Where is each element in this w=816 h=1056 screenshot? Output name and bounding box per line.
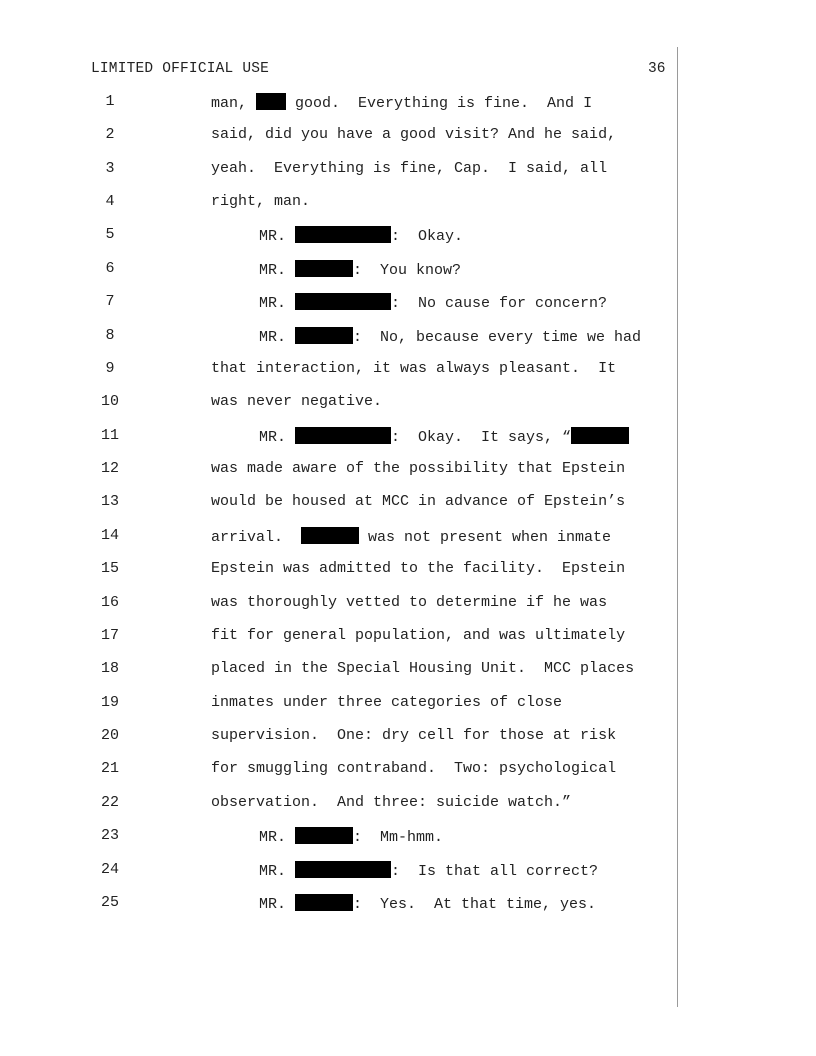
text-segment: right, man. [211,193,311,211]
line-text [211,660,634,677]
text-segment: man, [211,95,257,112]
transcript-line [0,560,816,593]
redaction-block [295,260,353,277]
line-text [211,560,625,577]
transcript-line [0,660,816,693]
transcript-line [0,360,816,393]
line-text [259,427,629,446]
text-segment: fit for general population, and was ultimately [211,626,626,644]
redaction-block [295,861,391,878]
transcript-line [0,393,816,426]
transcript-line [0,126,816,159]
redaction-block [256,93,286,110]
redaction-block [295,427,391,444]
line-number: 21 [100,760,119,778]
text-segment: : You know? [353,261,462,279]
redaction-block [295,827,353,844]
transcript-line [0,327,816,360]
text-segment: MR. [259,829,296,847]
text-segment: : Mm-hmm. [353,829,444,847]
text-segment: said, did you have a good visit? And he said, [211,126,617,144]
line-number: 17 [100,626,119,644]
text-segment: was thoroughly vetted to determine if he was [211,593,608,611]
line-number: 20 [100,727,119,745]
transcript-line [0,594,816,627]
redaction-block [301,527,359,544]
line-number: 14 [100,526,119,544]
transcript-line [0,794,816,827]
text-segment: : Okay. It says, “ [391,428,572,446]
transcript-line [0,760,816,793]
line-number: 9 [105,359,115,377]
text-segment: MR. [259,862,296,880]
transcript-line [0,727,816,760]
line-text [211,93,592,112]
redaction-block [295,894,353,911]
redaction-block [295,293,391,310]
transcript-line [0,427,816,460]
line-number: 8 [105,326,115,344]
line-number: 24 [100,860,119,878]
line-number: 6 [105,259,115,277]
text-segment: MR. [259,428,296,446]
line-number: 25 [100,893,119,911]
transcript-line [0,260,816,293]
line-text [211,193,310,210]
text-segment: good. Everything is fine. And I [286,95,593,112]
text-segment: MR. [259,295,296,313]
text-segment: arrival. [211,528,302,546]
line-number: 3 [105,159,115,177]
text-segment: MR. [259,895,296,913]
line-number: 16 [100,593,119,611]
line-number: 23 [100,827,119,845]
line-number: 22 [100,793,119,811]
line-number: 7 [105,293,115,311]
transcript-line [0,894,816,927]
line-text [211,160,607,177]
text-segment: supervision. One: dry cell for those at risk [211,727,617,745]
transcript-line [0,93,816,126]
transcript-line [0,293,816,326]
line-number: 13 [100,493,119,511]
line-text [211,460,625,477]
text-segment: : Is that all correct? [391,862,599,880]
text-segment: MR. [259,261,296,279]
text-segment: for smuggling contraband. Two: psychological [211,760,617,778]
line-text [211,527,611,546]
line-text [259,894,596,913]
text-segment: placed in the Special Housing Unit. MCC places [211,660,635,678]
transcript-line [0,827,816,860]
transcript-line [0,627,816,660]
line-text [259,226,463,245]
text-segment: observation. And three: suicide watch.” [211,793,572,811]
line-text [259,327,641,346]
text-segment: MR. [259,328,296,346]
line-number: 19 [100,693,119,711]
line-text [211,594,607,611]
text-segment: was made aware of the possibility that Epstein [211,460,626,478]
line-text [211,760,616,777]
text-segment: : Okay. [391,228,464,246]
line-text [211,627,625,644]
transcript-line [0,460,816,493]
text-segment: was never negative. [211,393,383,411]
line-text [211,360,616,377]
text-segment: yeah. Everything is fine, Cap. I said, all [211,159,608,177]
line-number: 15 [100,560,119,578]
text-segment: : No, because every time we had [353,328,642,346]
line-text [211,493,625,510]
line-text [211,393,382,410]
transcript-line [0,527,816,560]
redaction-block [295,327,353,344]
line-text [259,861,598,880]
line-number: 12 [100,460,119,478]
transcript-line [0,226,816,259]
transcript-line [0,493,816,526]
page-header-classification: LIMITED OFFICIAL USE [91,61,270,77]
transcript-line [0,694,816,727]
line-text [211,794,571,811]
text-segment: would be housed at MCC in advance of Epstein’s [211,493,626,511]
line-number: 18 [100,660,119,678]
redaction-block [295,226,391,243]
transcript-line [0,193,816,226]
line-text [259,260,461,279]
redaction-block [571,427,629,444]
text-segment: inmates under three categories of close [211,693,563,711]
text-segment: : No cause for concern? [391,295,608,313]
text-segment: that interaction, it was always pleasant. It [211,359,617,377]
text-segment: MR. [259,228,296,246]
line-text [211,727,616,744]
line-number: 11 [100,426,119,444]
line-number: 1 [105,93,115,110]
text-segment: was not present when inmate [359,528,612,546]
transcript-line [0,160,816,193]
text-segment: : Yes. At that time, yes. [353,895,597,913]
line-text [259,293,607,312]
line-number: 5 [105,226,115,244]
line-number: 2 [105,126,115,144]
transcript-line [0,861,816,894]
line-number: 4 [105,193,115,211]
line-text [259,827,443,846]
page-number: 36 [648,61,666,77]
line-text [211,126,616,143]
line-text [211,694,562,711]
text-segment: Epstein was admitted to the facility. Epstein [211,560,626,578]
line-number: 10 [100,393,119,411]
